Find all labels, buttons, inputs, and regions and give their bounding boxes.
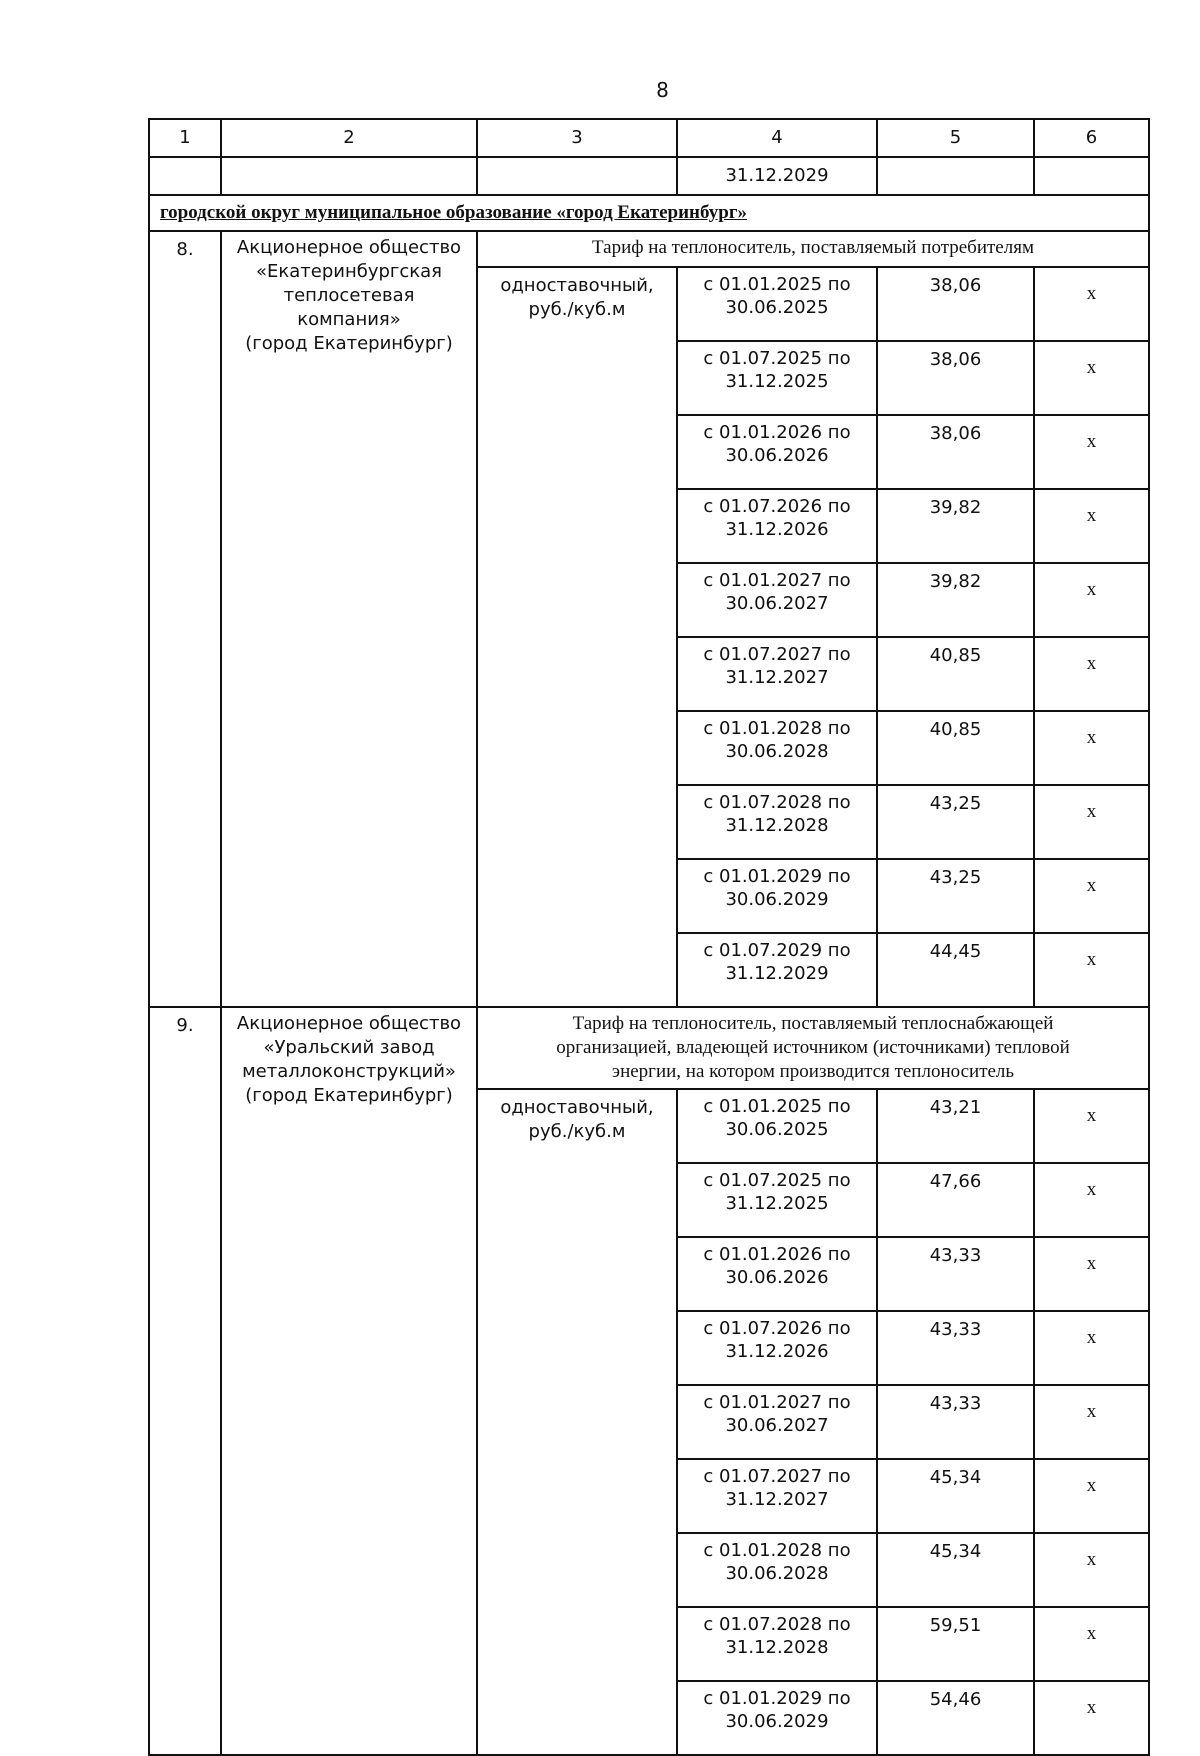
tariff-value: 39,82 xyxy=(877,563,1034,637)
column-6-mark: х xyxy=(1034,1385,1149,1459)
period-to: 30.06.2029 xyxy=(725,889,829,910)
organization-line: (город Екатеринбург) xyxy=(245,1085,453,1106)
continuation-cell-5 xyxy=(877,157,1034,195)
period-cell xyxy=(677,415,877,489)
tariff-value: 45,34 xyxy=(877,1459,1034,1533)
column-6-mark: х xyxy=(1034,785,1149,859)
tariff-value: 40,85 xyxy=(877,637,1034,711)
organization-line: Акционерное общество xyxy=(236,237,462,258)
continuation-row xyxy=(149,157,1149,195)
tariff-value: 40,85 xyxy=(877,711,1034,785)
entry-number: 9. xyxy=(149,1007,221,1755)
tariff-value: 43,25 xyxy=(877,785,1034,859)
period-to: 30.06.2026 xyxy=(725,1267,829,1288)
period-to: 30.06.2025 xyxy=(725,297,829,318)
tariff-title-line: Тариф на теплоноситель, поставляемый теплоснабжающей xyxy=(572,1013,1054,1034)
continuation-cell-1 xyxy=(149,157,221,195)
period-cell xyxy=(677,1459,877,1533)
organization-line: теплосетевая компания» xyxy=(283,285,415,330)
period-from: с 01.07.2025 по xyxy=(703,1170,851,1191)
period-cell xyxy=(677,1237,877,1311)
period-cell xyxy=(677,267,877,341)
tariff-value: 54,46 xyxy=(877,1681,1034,1755)
column-header-5: 5 xyxy=(877,119,1034,157)
tariff-value: 47,66 xyxy=(877,1163,1034,1237)
period-cell xyxy=(677,1533,877,1607)
period-to: 31.12.2025 xyxy=(725,371,829,392)
entry-header-row xyxy=(149,231,1149,267)
tariff-title-line: организацией, владеющей источником (источниками) тепловой xyxy=(556,1037,1070,1058)
column-6-mark: х xyxy=(1034,933,1149,1007)
period-to: 31.12.2029 xyxy=(725,963,829,984)
continuation-cell-6 xyxy=(1034,157,1149,195)
period-from: с 01.01.2025 по xyxy=(703,274,851,295)
continuation-cell-2 xyxy=(221,157,477,195)
tariff-kind-line: одноставочный, xyxy=(500,1097,654,1118)
period-cell xyxy=(677,1089,877,1163)
period-from: с 01.01.2027 по xyxy=(703,1392,851,1413)
section-row xyxy=(149,195,1149,231)
period-from: с 01.07.2026 по xyxy=(703,496,851,517)
column-6-mark: х xyxy=(1034,1533,1149,1607)
period-cell xyxy=(677,341,877,415)
tariff-value: 38,06 xyxy=(877,415,1034,489)
tariff-kind xyxy=(477,267,677,1007)
tariff-title xyxy=(477,1007,1149,1089)
continuation-cell-3 xyxy=(477,157,677,195)
tariff-value: 38,06 xyxy=(877,267,1034,341)
period-from: с 01.01.2025 по xyxy=(703,1096,851,1117)
tariff-kind xyxy=(477,1089,677,1755)
organization-line: металлоконструкций» xyxy=(242,1061,456,1082)
column-6-mark: х xyxy=(1034,1163,1149,1237)
period-to: 30.06.2029 xyxy=(725,1711,829,1732)
section-cell xyxy=(149,195,1149,231)
column-6-mark: х xyxy=(1034,859,1149,933)
tariff-kind-line: одноставочный, xyxy=(500,275,654,296)
period-to: 31.12.2026 xyxy=(725,1341,829,1362)
period-from: с 01.01.2026 по xyxy=(703,422,851,443)
column-6-mark: х xyxy=(1034,1681,1149,1755)
organization-name xyxy=(221,1007,477,1755)
tariff-value: 45,34 xyxy=(877,1533,1034,1607)
tariff-value: 38,06 xyxy=(877,341,1034,415)
period-to: 31.12.2027 xyxy=(725,1489,829,1510)
column-header-1: 1 xyxy=(149,119,221,157)
period-to: 31.12.2025 xyxy=(725,1193,829,1214)
organization-line: (город Екатеринбург) xyxy=(245,333,453,354)
tariff-value: 44,45 xyxy=(877,933,1034,1007)
period-from: с 01.01.2028 по xyxy=(703,1540,851,1561)
period-cell xyxy=(677,1681,877,1755)
period-from: с 01.01.2029 по xyxy=(703,866,851,887)
organization-name xyxy=(221,231,477,1007)
column-6-mark: х xyxy=(1034,415,1149,489)
column-6-mark: х xyxy=(1034,489,1149,563)
tariff-value: 43,33 xyxy=(877,1385,1034,1459)
column-6-mark: х xyxy=(1034,1089,1149,1163)
organization-line: «Екатеринбургская xyxy=(255,261,442,282)
column-header-row xyxy=(149,119,1149,157)
continuation-period-end: 31.12.2029 xyxy=(677,157,877,195)
period-to: 30.06.2026 xyxy=(725,445,829,466)
period-cell xyxy=(677,563,877,637)
period-from: с 01.01.2029 по xyxy=(703,1688,851,1709)
period-to: 30.06.2028 xyxy=(725,741,829,762)
entry-number: 8. xyxy=(149,231,221,1007)
period-to: 30.06.2027 xyxy=(725,593,829,614)
section-title: городской округ муниципальное образование «город Екатеринбург» xyxy=(160,202,747,223)
page-number: 8 xyxy=(656,78,669,102)
period-to: 31.12.2028 xyxy=(725,1637,829,1658)
period-cell xyxy=(677,1607,877,1681)
tariff-value: 43,25 xyxy=(877,859,1034,933)
period-to: 30.06.2027 xyxy=(725,1415,829,1436)
column-6-mark: х xyxy=(1034,1237,1149,1311)
period-to: 31.12.2028 xyxy=(725,815,829,836)
column-header-3: 3 xyxy=(477,119,677,157)
tariff-table-body xyxy=(149,119,1149,1755)
period-to: 30.06.2028 xyxy=(725,1563,829,1584)
period-from: с 01.07.2025 по xyxy=(703,348,851,369)
column-header-4: 4 xyxy=(677,119,877,157)
period-from: с 01.07.2027 по xyxy=(703,1466,851,1487)
period-cell xyxy=(677,1311,877,1385)
entry-header-row xyxy=(149,1007,1149,1089)
period-from: с 01.01.2026 по xyxy=(703,1244,851,1265)
period-to: 31.12.2027 xyxy=(725,667,829,688)
tariff-value: 43,33 xyxy=(877,1311,1034,1385)
period-from: с 01.07.2029 по xyxy=(703,940,851,961)
period-from: с 01.07.2028 по xyxy=(703,1614,851,1635)
period-from: с 01.07.2028 по xyxy=(703,792,851,813)
period-cell xyxy=(677,933,877,1007)
organization-line: «Уральский завод xyxy=(263,1037,435,1058)
period-cell xyxy=(677,489,877,563)
period-cell xyxy=(677,637,877,711)
period-cell xyxy=(677,859,877,933)
tariff-title: Тариф на теплоноситель, поставляемый потребителям xyxy=(477,231,1149,267)
column-6-mark: х xyxy=(1034,563,1149,637)
column-6-mark: х xyxy=(1034,711,1149,785)
period-cell xyxy=(677,785,877,859)
period-cell xyxy=(677,1385,877,1459)
tariff-kind-line: руб./куб.м xyxy=(528,299,626,320)
organization-line: Акционерное общество xyxy=(236,1013,462,1034)
period-from: с 01.01.2028 по xyxy=(703,718,851,739)
period-from: с 01.07.2027 по xyxy=(703,644,851,665)
tariff-table xyxy=(148,118,1150,1756)
period-to: 30.06.2025 xyxy=(725,1119,829,1140)
tariff-value: 43,33 xyxy=(877,1237,1034,1311)
period-from: с 01.07.2026 по xyxy=(703,1318,851,1339)
column-header-6: 6 xyxy=(1034,119,1149,157)
column-6-mark: х xyxy=(1034,1459,1149,1533)
column-6-mark: х xyxy=(1034,341,1149,415)
column-6-mark: х xyxy=(1034,1311,1149,1385)
tariff-value: 39,82 xyxy=(877,489,1034,563)
tariff-value: 59,51 xyxy=(877,1607,1034,1681)
column-6-mark: х xyxy=(1034,267,1149,341)
period-from: с 01.01.2027 по xyxy=(703,570,851,591)
period-cell xyxy=(677,711,877,785)
period-to: 31.12.2026 xyxy=(725,519,829,540)
tariff-title-line: энергии, на котором производится теплоноситель xyxy=(611,1061,1015,1082)
column-6-mark: х xyxy=(1034,637,1149,711)
column-header-2: 2 xyxy=(221,119,477,157)
period-cell xyxy=(677,1163,877,1237)
column-6-mark: х xyxy=(1034,1607,1149,1681)
tariff-value: 43,21 xyxy=(877,1089,1034,1163)
tariff-kind-line: руб./куб.м xyxy=(528,1121,626,1142)
